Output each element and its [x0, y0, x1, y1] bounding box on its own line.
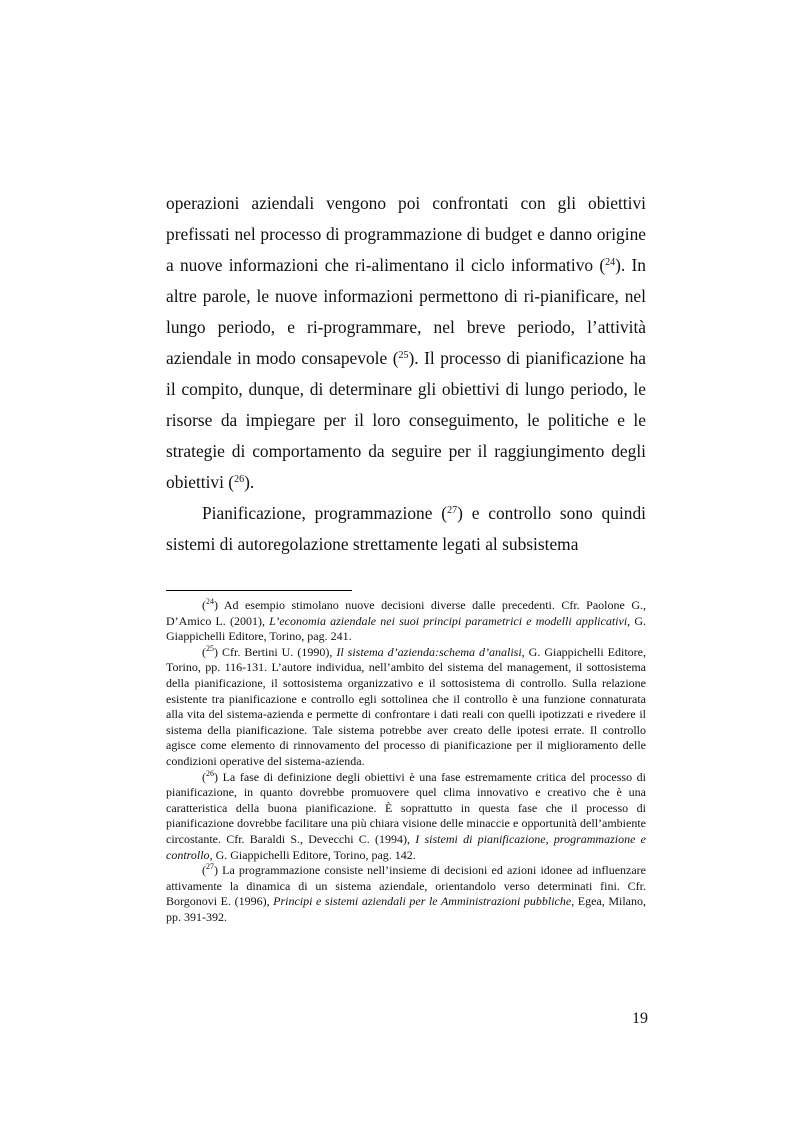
- paragraph-1-text-3: ). Il processo di pianificazione ha il compito, dunque, di determinare gli obiettivi di lungo periodo, le risorse da impiegare per il loro conseguimento, le politiche e le strategie di comportamento da seguire per il raggiungimento degli obiettivi (: [166, 348, 646, 492]
- paragraph-1-text-1: operazioni aziendali vengono poi confrontati con gli obiettivi prefissati nel processo di programmazione di budget e danno origine a nuove informazioni che ri-alimentano il ciclo informativo (: [166, 193, 646, 275]
- footnote-number: 27: [206, 862, 214, 872]
- footnotes: [166, 598, 646, 925]
- footnote-number: 25: [206, 643, 214, 653]
- footnote-25: [166, 645, 646, 770]
- paragraph-1-text-4: ).: [244, 472, 255, 492]
- footnote-tail: , G. Giappichelli Editore, Torino, pag. 241.: [166, 613, 646, 644]
- body-text: [166, 188, 646, 560]
- paragraph-2-text-1: Pianificazione, programmazione (: [202, 503, 448, 523]
- paragraph-1-text-2: ). In altre parole, le nuove informazioni permettono di ri-pianificare, nel lungo periodo, e ri-programmare, nel breve periodo, l’attività aziendale in modo consapevole (: [166, 255, 646, 368]
- footnote-open-paren: (: [202, 863, 206, 878]
- footnote-24: [166, 598, 646, 645]
- footnote-italic-title: L’economia aziendale nei suoi principi parametrici e modelli applicativi: [269, 613, 628, 628]
- footnote-separator: [166, 590, 352, 591]
- footnote-26: [166, 770, 646, 864]
- footnote-open-paren: (: [202, 598, 206, 612]
- footnote-ref-26[interactable]: 26: [234, 474, 245, 486]
- footnote-tail: , Egea, Milano, pp. 391-392.: [166, 894, 646, 924]
- footnote-text: ) Ad esempio stimolano nuove decisioni diverse dalle precedenti. Cfr. Paolone G., D’Amico L. (2001),: [166, 598, 646, 628]
- footnote-27: [166, 863, 646, 925]
- footnote-tail: , G. Giappichelli Editore, Torino, pp. 116-131. L’autore individua, nell’ambito del sistema del management, il sottosistema della pianificazione, il sottosistema organizzativo e il sottosistema di controllo. Sulla relazione esistente tra pianificazione e controllo egli sottolinea che il controllo è una funzione connaturata alla vita del sistema-azienda e permette di confrontare i dati reali con quelli ipotizzati e rivedere il sistema della pianificazione. Tale sistema potrebbe aver creato delle ipotesi errate. Il controllo agisce come elemento di rinnovamento del processo di pianificazione per il miglioramento delle condizioni operative del sistema-azienda.: [166, 644, 646, 768]
- footnote-number: 26: [206, 768, 214, 778]
- footnote-open-paren: (: [202, 769, 206, 784]
- footnote-ref-27[interactable]: 27: [447, 505, 458, 517]
- footnote-ref-25[interactable]: 25: [398, 350, 409, 362]
- footnote-ref-24[interactable]: 24: [605, 257, 616, 269]
- paragraph-2-text-2: ) e controllo sono quindi sistemi di autoregolazione strettamente legati al subsistema: [166, 503, 646, 554]
- footnote-text: ) La programmazione consiste nell’insieme di decisioni ed azioni idonee ad influenzare attivamente la dinamica di un sistema aziendale, orientandolo verso determinati fini. Cfr. Borgonovi E. (1996),: [166, 863, 646, 909]
- footnote-number: 24: [206, 597, 214, 606]
- footnote-text: ) La fase di definizione degli obiettivi è una fase estremamente critica del processo di pianificazione, in quanto dovrebbe promuovere quel clima innovativo e creativo che è una caratteristica della buona pianificazione. È soprattutto in questa fase che il processo di pianificazione dovrebbe facilitare una più chiara visione delle minaccie e opportunità dell’ambiente circostante. Cfr. Baraldi S., Devecchi C. (1994),: [166, 769, 646, 846]
- page-number: 19: [632, 1010, 648, 1027]
- footnote-open-paren: (: [202, 644, 206, 659]
- footnote-italic-title: Principi e sistemi aziendali per le Amministrazioni pubbliche: [273, 894, 572, 909]
- paragraph-1: [166, 188, 646, 498]
- footnote-italic-title: Il sistema d’azienda:schema d’analisi: [336, 644, 522, 659]
- footnote-italic-title: I sistemi di pianificazione, programmazione e controllo: [166, 831, 646, 862]
- footnote-tail: , G. Giappichelli Editore, Torino, pag. 142.: [209, 847, 416, 862]
- footnote-text: ) Cfr. Bertini U. (1990),: [214, 644, 337, 659]
- paragraph-2: [166, 498, 646, 560]
